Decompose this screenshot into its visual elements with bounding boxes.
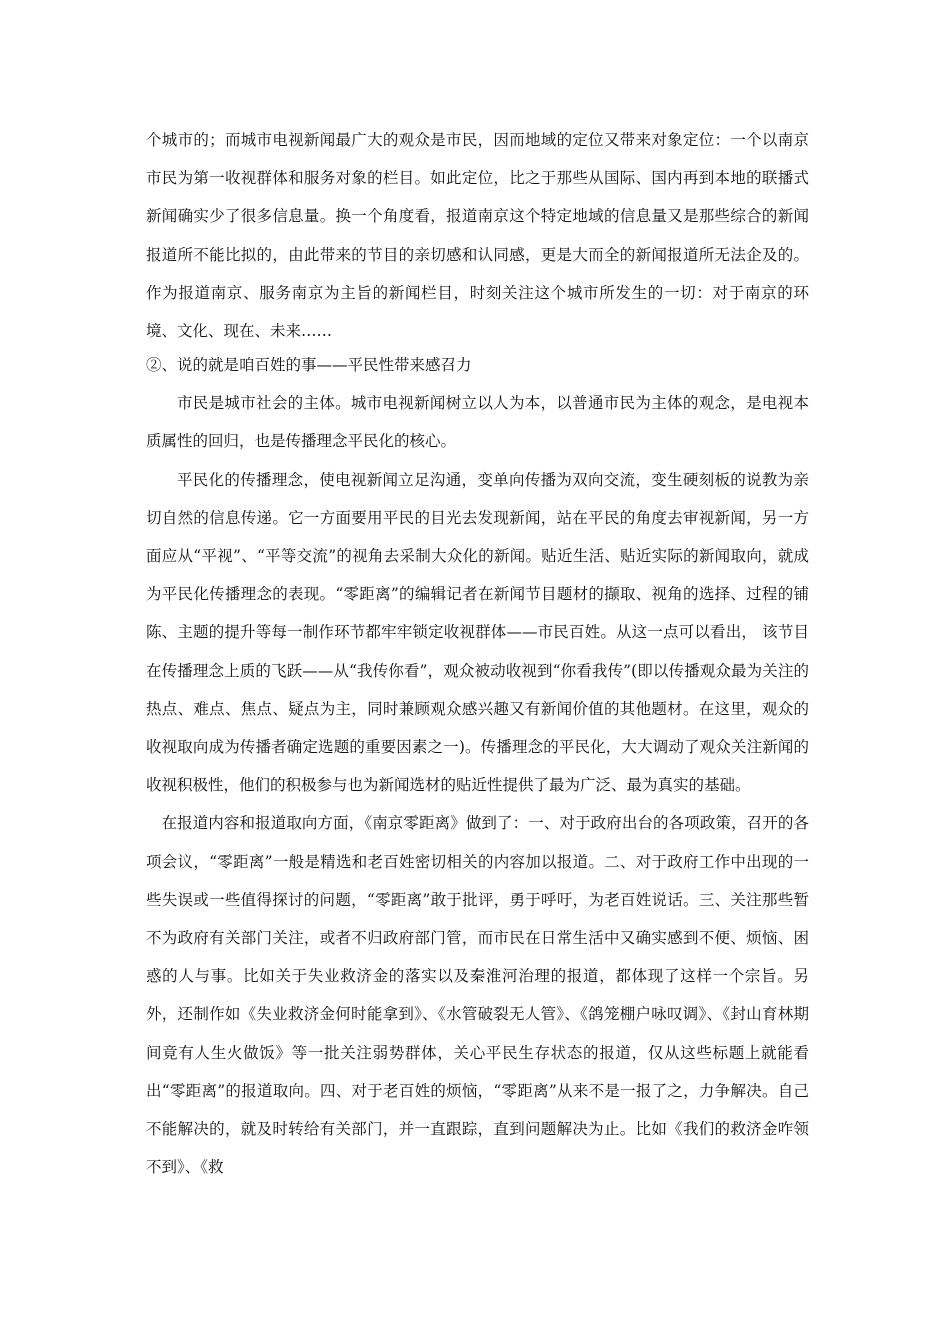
paragraph-citizens: 市民是城市社会的主体。城市电视新闻树立以人为本，以普通市民为主体的观念，是电视本质属性的回归，也是传播理念平民化的核心。 xyxy=(146,394,809,451)
section-heading: ②、说的就是咱百姓的事——平民性带来感召力 xyxy=(146,356,472,375)
paragraph-civilian-concept: 平民化的传播理念，使电视新闻立足沟通，变单向传播为双向交流，变生硬刻板的说教为亲切自然的信息传递。它一方面要用平民的目光去发现新闻，站在平民的角度去审视新闻，另一方面应从“平视”、“平等交流”的视角去采制大众化的新闻。贴近生活、贴近实际的新闻取向，就成为平民化传播理念的表现。“零距离”的编辑记者在新闻节目题材的撷取、视角的选择、过程的铺陈、主题的提升等每一制作环节都牢牢锁定收视群体——市民百姓。从这一点可以看出， 该节目在传播理念上质的飞跃——从“我传你看”，观众被动收视到“你看我传”(即以传播观众最为关注的热点、难点、焦点、疑点为主，同时兼顾观众感兴趣又有新闻价值的其他题材。在这里，观众的收视取向成为传播者确定选题的重要因素之一)。传播理念的平民化，大大调动了观众关注新闻的收视积极性，他们的积极参与也为新闻选材的贴近性提供了最为广泛、最为真实的基础。 xyxy=(146,470,809,795)
paragraph-continuation: 个城市的；而城市电视新闻最广大的观众是市民，因而地域的定位又带来对象定位：一个以南京市民为第一收视群体和服务对象的栏目。如此定位，比之于那些从国际、国内再到本地的联播式新闻确实少了很多信息量。换一个角度看，报道南京这个特定地域的信息量又是那些综合的新闻报道所不能比拟的，由此带来的节目的亲切感和认同感，更是大而全的新闻报道所无法企及的。作为报道南京、服务南京为主旨的新闻栏目，时刻关注这个城市所发生的一切：对于南京的环境、文化、现在、未来…… xyxy=(146,131,809,341)
document-body xyxy=(146,121,809,1186)
paragraph-report-content: 在报道内容和报道取向方面，《南京零距离》做到了：一、对于政府出台的各项政策，召开的各项会议，“零距离”一般是精选和老百姓密切相关的内容加以报道。二、对于政府工作中出现的一些失误或一些值得探讨的问题，“零距离”敢于批评，勇于呼吁，为老百姓说话。三、关注那些暂不为政府有关部门关注，或者不归政府部门管，而市民在日常生活中又确实感到不便、烦恼、困惑的人与事。比如关于失业救济金的落实以及秦淮河治理的报道，都体现了这样一个宗旨。另外，还制作如《失业救济金何时能拿到》、《水管破裂无人管》、《鸽笼棚户咏叹调》、《封山育林期间竟有人生火做饭》等一批关注弱势群体，关心平民生存状态的报道，仅从这些标题上就能看出“零距离”的报道取向。四、对于老百姓的烦恼，“零距离”从来不是一报了之，力争解决。自己不能解决的，就及时转给有关部门，并一直跟踪，直到问题解决为止。比如《我们的救济金咋领不到》、《救 xyxy=(146,814,809,1177)
